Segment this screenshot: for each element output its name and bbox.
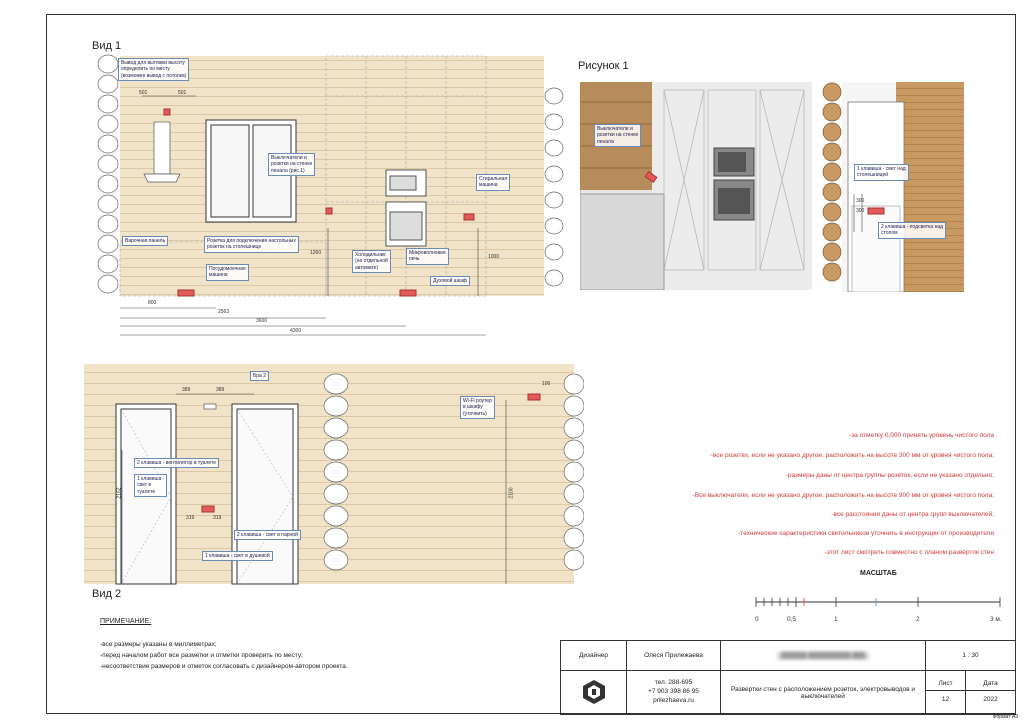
scale-label-0: 0 <box>755 616 759 623</box>
dim-501-b: 501 <box>178 90 187 96</box>
v2-dim-100: 100 <box>542 381 551 387</box>
v2-dim-389-b: 389 <box>216 387 225 393</box>
fig-dim-300-b: 300 <box>856 208 865 214</box>
scale-bar <box>754 592 1006 612</box>
microwave <box>386 170 426 196</box>
callout-oven: Духовой шкаф <box>430 276 470 286</box>
outlet-group-1 <box>178 290 194 296</box>
tb-address-blurred: ██████ ██████████ ███ <box>777 652 869 660</box>
tb-phone2: +7 903 398 86 95 <box>648 688 699 696</box>
red-note-4: -Все выключатели, если не указано другое, расположить на высоте 900 мм от уровня чистого пола; <box>692 492 994 499</box>
callout-microwave: Микроволновая печь <box>406 248 449 265</box>
callout-dishwasher: Посудомоечная машина <box>206 264 249 281</box>
callout-shower-light: 1 клавиша - свет в душевой <box>202 551 273 561</box>
dim-3600: 3600 <box>256 318 268 324</box>
figure-callout-switches: Выключатели и розетки на стенке пенала <box>594 124 641 147</box>
dim-4300: 4300 <box>290 328 302 334</box>
scale-label-3: 3 м. <box>990 616 1002 623</box>
callout-toilet-fan: 2 клавиша - вентилятор в туалете <box>134 458 219 468</box>
v2-dim-319-b: 319 <box>213 515 222 521</box>
fig-dim-300-a: 300 <box>856 198 865 204</box>
tb-phone1: тел. 288-695 <box>654 679 693 687</box>
v2-dim-389-a: 389 <box>182 387 191 393</box>
tb-scale-value: 1 : 30 <box>926 641 1016 671</box>
detail-switch <box>868 208 884 214</box>
callout-wifi: Wi-Fi роутер в шкафу (уточнить) <box>460 396 495 419</box>
hood <box>154 122 170 174</box>
outlet-group-2 <box>400 290 416 296</box>
dim-1260: 1260 <box>310 250 322 256</box>
oven <box>386 202 426 246</box>
dim-2563: 2563 <box>218 309 230 315</box>
tb-logo <box>561 671 627 715</box>
callout-cooktop: Варочная панель <box>122 236 168 246</box>
scale-label-1: 1 <box>834 616 838 623</box>
callout-washer: Стиральная машина <box>476 174 510 191</box>
red-note-3: -размеры даны от центра группы розеток, если не указано отдельно; <box>785 472 994 479</box>
log-column-right <box>564 374 584 570</box>
figure-callout-key1: 1 клавиша - свет над столешницей <box>854 164 909 181</box>
callout-sauna-light: 2 клавиша - свет в парной <box>234 530 301 540</box>
dim-1000: 1000 <box>488 254 500 260</box>
callout-fridge: Холодильник (на отдельной автомате) <box>352 250 391 273</box>
dim-800: 800 <box>148 300 157 306</box>
v2-dim-319-a: 319 <box>186 515 195 521</box>
red-note-1: -за отметку 0,000 принять уровень чистого пола <box>849 432 994 439</box>
dim-501-a: 501 <box>139 90 148 96</box>
v2-dim-2162: 2162 <box>116 487 123 499</box>
scale-label-2: 2 <box>916 616 920 623</box>
switch-pantry <box>326 208 332 214</box>
router-outlet <box>528 394 540 400</box>
view2-label: Вид 2 <box>92 588 122 600</box>
log-ends-right <box>545 88 563 286</box>
notes-line-3: -несоответствие размеров и отметок согласовать с дизайнером-автором проекта. <box>100 663 348 670</box>
tb-site: prilezhaeva.ru <box>653 696 694 704</box>
view1-elevation <box>96 52 566 342</box>
switch-group-doors <box>202 506 214 512</box>
callout-toilet-light: 1 клавиша - свет в туалете <box>134 474 167 497</box>
notes-title: ПРИМЕЧАНИЕ: <box>100 618 152 625</box>
log-column-center <box>324 374 348 570</box>
scale-label-05: 0,5 <box>787 616 797 623</box>
format-label: Формат А3 <box>992 714 1018 720</box>
tb-sheet-number: 12 <box>941 696 950 703</box>
callout-pantry-switches: Выключатели и розетки на стенке пенала (рис.1) <box>268 153 315 176</box>
red-note-2: -все розетки, если не указано другое, расположить на высоте 300 мм от уровня чистого пола; <box>710 452 994 459</box>
red-note-6: -технические характеристики светильников уточнить в инструкции от производителя <box>738 530 994 537</box>
tb-object-address <box>721 641 926 671</box>
tb-contacts <box>627 671 721 715</box>
figure-callout-key2: 2 клавиша - подсветка над столом <box>878 222 946 239</box>
tb-date-cell <box>966 671 1016 715</box>
scale-title: МАСШТАБ <box>860 570 897 577</box>
callout-sconce: Бра 2 <box>250 371 269 381</box>
tb-role: Дизайнер <box>561 641 627 671</box>
designer-logo-icon <box>581 679 607 705</box>
title-block <box>560 640 1016 715</box>
figure1-label: Рисунок 1 <box>578 60 629 72</box>
tb-designer-name: Олеся Прилежаева <box>627 641 721 671</box>
figure1-render <box>580 82 812 290</box>
tb-year: 2022 <box>983 696 998 703</box>
hood-outlet <box>164 109 170 115</box>
callout-hood-outlet: Вывод для вытяжки высоту определить по месту (возможен вывод с потолка) <box>118 58 189 81</box>
log-ends-left <box>98 55 118 293</box>
outlet-washer <box>464 214 474 220</box>
tb-date-label: Дата <box>966 677 1015 691</box>
red-note-7: -этот лист смотреть совместно с планом разверток стен <box>824 549 994 556</box>
figure1-detail <box>822 82 964 292</box>
notes-line-1: -все размеры указаны в миллиметрах; <box>100 641 217 648</box>
callout-counter-outlets: Розетка для подключения настольных розеток на столешнице <box>204 236 299 253</box>
tb-sheet-cell <box>926 671 966 715</box>
red-note-5: -все расстояния даны от центра групп выключателей; <box>831 511 994 518</box>
v2-dim-2100: 2100 <box>508 487 515 499</box>
tb-description: Развертки стен с расположением розеток, электровыводов и выключателей <box>721 671 926 715</box>
notes-line-2: -перед началом работ все разметки и отметки проверить по месту; <box>100 652 303 659</box>
tb-sheet-label: Лист <box>926 677 965 691</box>
view1-label: Вид 1 <box>92 40 122 52</box>
sconce-2 <box>204 404 216 409</box>
